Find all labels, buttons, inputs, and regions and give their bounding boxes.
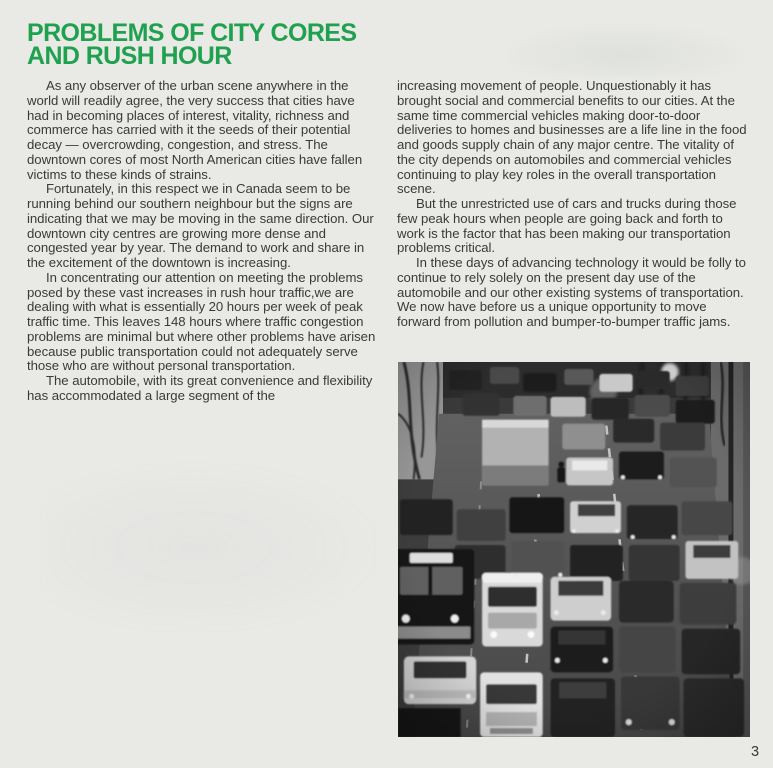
body-paragraph: Fortunately, in this respect we in Canada seem to be running behind our southern neighbour but the signs are indicating that we may be moving in the same direction. Our downtown city centres are growing more dense and congested year by year. The demand to work and share in the excitement of the downtown is increasing. bbox=[27, 181, 374, 270]
photo-vignette bbox=[398, 362, 750, 737]
right-column bbox=[397, 79, 750, 330]
title-line-2: AND RUSH HOUR bbox=[27, 41, 232, 70]
page-number: 3 bbox=[751, 744, 760, 760]
body-paragraph: But the unrestricted use of cars and trucks during those few peak hours when people are going back and forth to work is the factor that has been making our transportation problems critical. bbox=[397, 196, 737, 256]
print-bleedthrough-top bbox=[495, 24, 750, 76]
left-column bbox=[27, 79, 380, 404]
print-bleedthrough-left bbox=[45, 465, 375, 630]
traffic-photo bbox=[398, 362, 750, 737]
body-paragraph: In these days of advancing technology it would be folly to continue to rely solely on the present day use of the automobile and our other existing systems of transportation. We now have before us a unique opportunity to move forward from pollution and bumper-to-bumper traffic jams. bbox=[397, 255, 746, 329]
body-paragraph: In concentrating our attention on meeting the problems posed by these vast increases in rush hour traffic,we are dealing with what is essentially 20 hours per week of peak traffic time. This leaves 148 hours where traffic congestion problems are minimal but where other problems have arisen because public transportation could not adequately serve those who are without personal transportation. bbox=[27, 269, 376, 374]
body-paragraph: As any observer of the urban scene anywhere in the world will readily agree, the very success that cities have had in becoming places of interest, vitality, richness and commerce has carried with it the seeds of their potential decay — overcrowding, congestion, and stress. The downtown cores of most North American cities have fallen victims to these kinds of strains. bbox=[27, 78, 363, 182]
traffic-photo-art bbox=[398, 362, 750, 737]
body-paragraph: increasing movement of people. Unquestionably it has brought social and commercial benefits to our cities. At the same time commercial vehicles making door-to-door deliveries to homes and businesses are a life line in the food and goods supply chain of any major centre. The vitality of the city depends on automobiles and commercial vehicles continuing to play key roles in the overall transportation scene. bbox=[397, 78, 747, 197]
page-title bbox=[27, 19, 357, 70]
title-line-1: PROBLEMS OF CITY CORES bbox=[27, 19, 357, 47]
body-paragraph: The automobile, with its great convenience and flexibility has accommodated a large segment of the bbox=[27, 373, 373, 403]
